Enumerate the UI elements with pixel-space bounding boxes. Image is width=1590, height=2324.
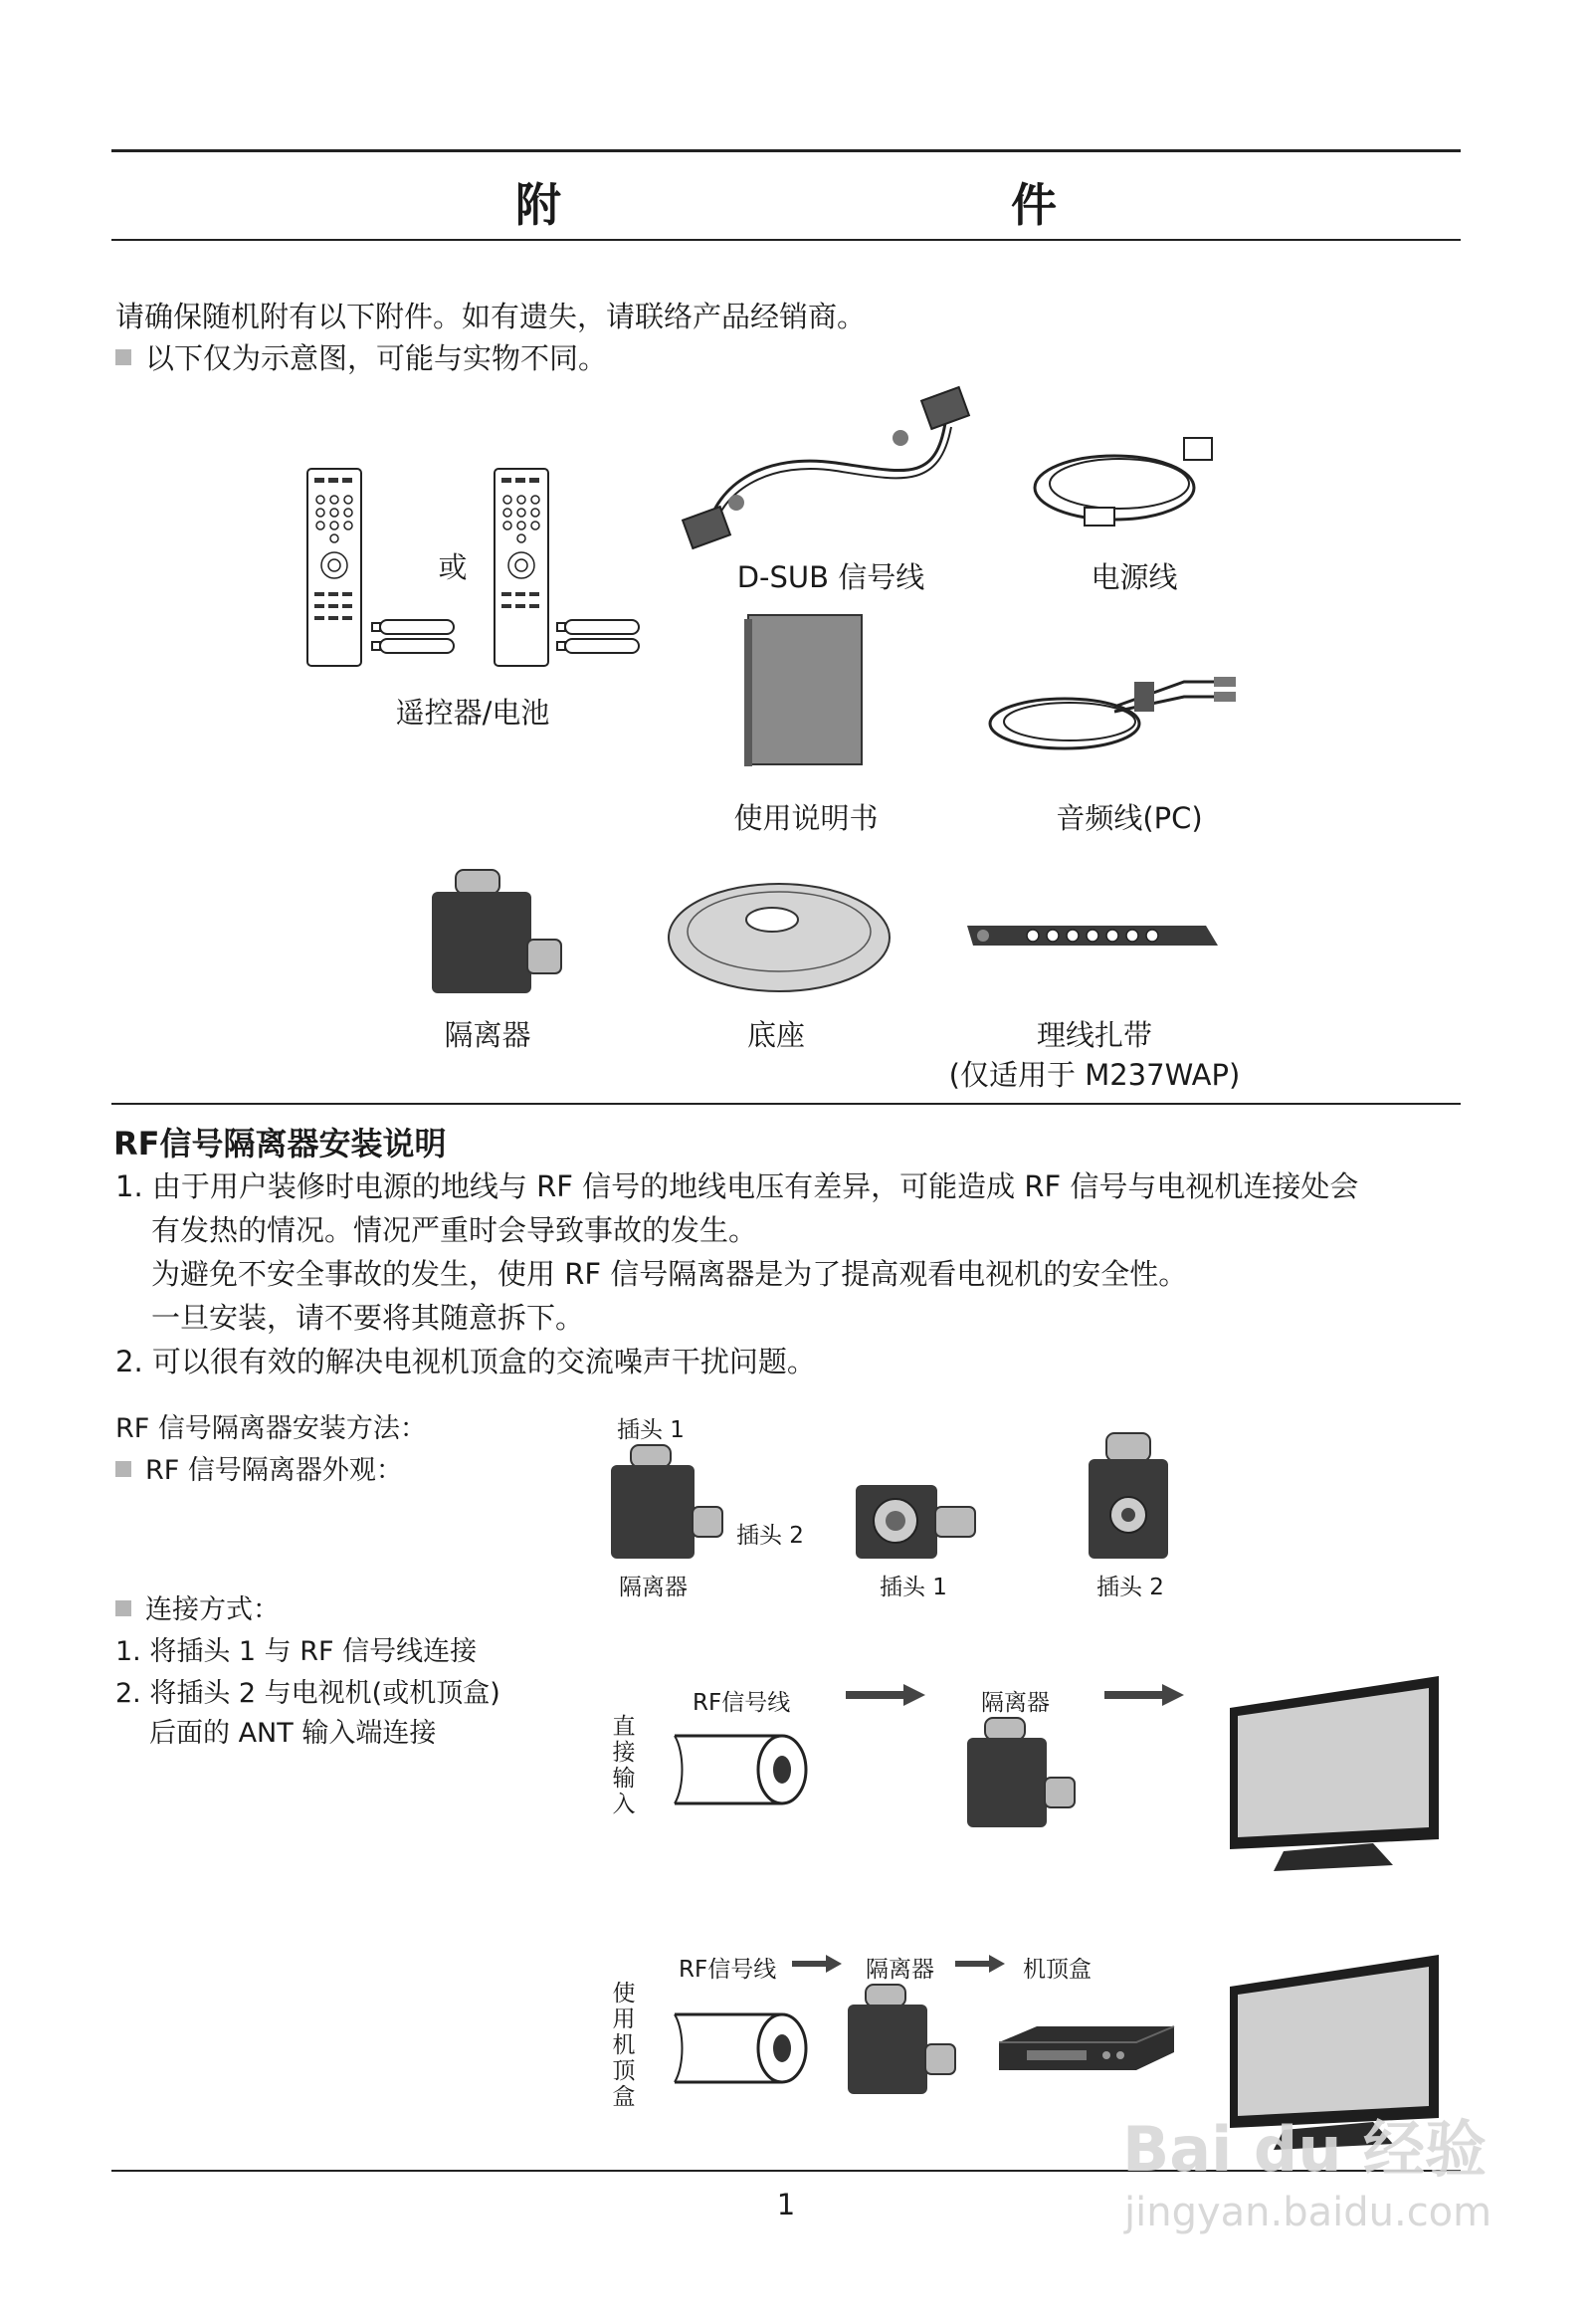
rf-cable-end-illustration [673,1732,812,1807]
manual-caption: 使用说明书 [733,801,879,835]
set-top-box-illustration [997,2022,1176,2074]
audio-cable-illustration [985,652,1244,771]
cable-tie-illustration [963,918,1222,953]
isolator-plug-view [609,1443,728,1563]
remote-control-illustration-2 [494,468,549,667]
page-title: 附 件 [515,178,1176,232]
plug1-top-label: 插头 1 [617,1417,685,1443]
stb-rf-cable-label: RF信号线 [679,1957,777,1983]
cable-tie-caption: 理线扎带 [1036,1018,1152,1052]
header-bottom-rule [111,239,1461,241]
remote-control-illustration [306,468,362,667]
stb-isolator-label: 隔离器 [866,1957,934,1983]
or-label: 或 [438,550,468,584]
intro-line-2 [115,336,607,380]
section-divider [111,1103,1461,1105]
install-appearance [115,1449,403,1493]
baidu-watermark: Bai du 经验 [1122,2113,1488,2186]
baidu-watermark-url: jingyan.baidu.com [1124,2190,1492,2235]
plug2-view-label: 插头 2 [1096,1575,1164,1600]
power-cord-illustration [1025,418,1234,537]
stb-isolator-illustration [846,1983,965,2098]
install-heading: RF 信号隔离器安装方法： [115,1413,427,1444]
power-cord-caption: 电源线 [1091,560,1178,594]
battery-icon-2 [555,617,645,657]
isolator-view-label: 隔离器 [619,1575,688,1600]
arrow-right-icon [846,1684,925,1706]
cable-tie-note: (仅适用于 M237WAP) [948,1058,1241,1092]
arrow-right-icon [1104,1684,1184,1706]
install-appearance-text: RF 信号隔离器外观： [145,1455,403,1486]
isolator-illustration [428,868,567,997]
rf-section-heading: RF信号隔离器安装说明 [113,1125,447,1162]
direct-isolator-label: 隔离器 [981,1690,1050,1716]
intro-line-1: 请确保随机附有以下附件。如有遗失，请联络产品经销商。 [115,300,867,333]
plug2-side-label: 插头 2 [736,1523,804,1549]
rf-item-1-line-4: 一旦安装，请不要将其随意拆下。 [151,1301,585,1335]
remote-battery-caption: 遥控器/电池 [395,696,550,730]
direct-rf-cable-label: RF信号线 [693,1690,791,1716]
audio-cable-caption: 音频线(PC) [1056,801,1203,835]
plug1-view-label: 插头 1 [880,1575,947,1600]
connect-heading-text: 连接方式： [145,1594,280,1625]
rf-item-1-line-2: 有发热的情况。情况严重时会导致事故的发生。 [151,1213,758,1247]
connect-step-1: 1. 将插头 1 与 RF 信号线连接 [115,1636,478,1667]
rf-item-1-line-3: 为避免不安全事故的发生，使用 RF 信号隔离器是为了提高观看电视机的安全性。 [151,1257,1188,1291]
plug2-view-illustration [1087,1431,1172,1563]
manual-book-illustration [742,611,866,770]
direct-input-side-label: 直接输入 [612,1714,636,1817]
dsub-cable-illustration [677,383,975,552]
dsub-cable-caption: D-SUB 信号线 [736,560,925,594]
rf-item-2: 2. 可以很有效的解决电视机顶盒的交流噪声干扰问题。 [115,1345,816,1378]
arrow-right-icon [955,1955,1005,1973]
battery-icon [370,617,460,657]
rf-item-1-line-1: 1. 由于用户装修时电源的地线与 RF 信号的地线电压有差异，可能造成 RF 信号与电视机连接处会 [115,1169,1359,1203]
rf-cable-end-illustration-2 [673,2010,812,2086]
page-number: 1 [776,2188,796,2221]
arrow-right-icon [792,1955,842,1973]
base-caption: 底座 [746,1018,805,1052]
bullet-square-icon [115,1461,131,1477]
connect-step-2a: 2. 将插头 2 与电视机(或机顶盒) [115,1678,500,1709]
isolator-caption: 隔离器 [444,1018,531,1052]
connect-heading [115,1588,280,1632]
stb-side-label: 使用机顶盒 [612,1981,636,2110]
connect-step-2b: 后面的 ANT 输入端连接 [149,1718,437,1749]
header-top-rule [111,149,1461,152]
direct-isolator-illustration [965,1716,1085,1831]
tv-illustration [1224,1672,1443,1881]
bullet-square-icon [115,1600,131,1616]
stb-box-label: 机顶盒 [1023,1957,1092,1983]
stand-base-illustration [665,876,894,995]
plug1-view-illustration [854,1483,983,1563]
intro-line-2-text: 以下仅为示意图，可能与实物不同。 [145,341,608,375]
bullet-square-icon [115,349,131,365]
